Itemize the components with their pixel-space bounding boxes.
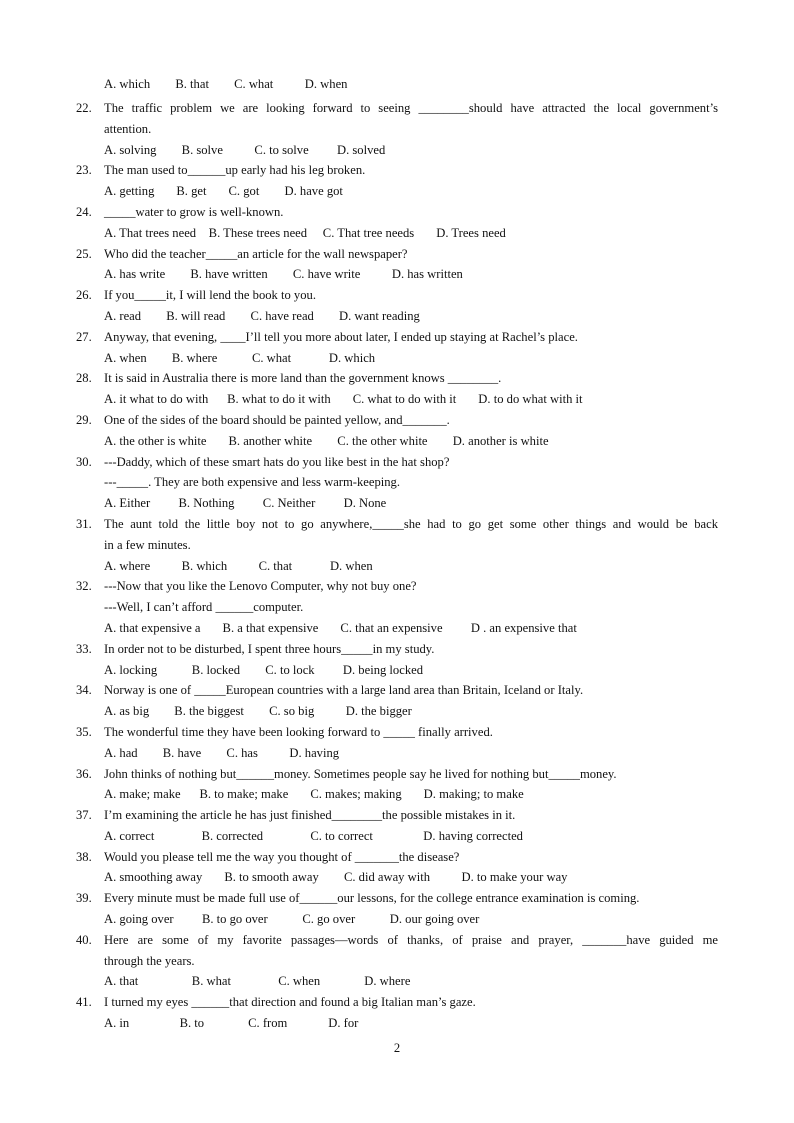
question-stem-line	[0, 722, 794, 743]
question-36	[0, 764, 794, 806]
question-number: 35.	[76, 724, 92, 739]
answer-options	[0, 181, 794, 202]
question-number: 23.	[76, 163, 92, 178]
question-stem-line	[0, 285, 794, 306]
question-stem-line	[0, 930, 794, 951]
question-text: _____water to grow is well-known.	[104, 204, 284, 219]
question-text: I’m examining the article he has just finished________the possible mistakes in it.	[104, 808, 516, 823]
question-40	[0, 930, 794, 992]
question-text: One of the sides of the board should be painted yellow, and_______.	[104, 412, 450, 427]
q21-options: A. which B. that C. what D. when	[104, 77, 348, 91]
question-number: 26.	[76, 288, 92, 303]
question-text: ---_____. They are both expensive and less warm-keeping.	[104, 475, 400, 490]
question-stem-line	[0, 244, 794, 265]
question-text: ---Daddy, which of these smart hats do you like best in the hat shop?	[104, 454, 450, 469]
options-text: A. solving B. solve C. to solve D. solved	[104, 142, 386, 157]
answer-options	[0, 389, 794, 410]
question-number: 38.	[76, 849, 92, 864]
question-number: 28.	[76, 371, 92, 386]
question-number: 41.	[76, 995, 92, 1010]
options-text: A. correct B. corrected C. to correct D. having corrected	[104, 828, 523, 843]
question-29	[0, 410, 794, 452]
question-stem-line	[0, 992, 794, 1013]
question-number: 24.	[76, 204, 92, 219]
question-number: 27.	[76, 329, 92, 344]
question-text: ---Now that you like the Lenovo Computer, why not buy one?	[104, 579, 417, 594]
question-text: The wonderful time they have been looking forward to _____ finally arrived.	[104, 724, 493, 739]
question-number: 30.	[76, 454, 92, 469]
answer-options	[0, 1013, 794, 1034]
question-stem-line	[0, 951, 794, 972]
answer-options	[0, 867, 794, 888]
answer-options	[0, 701, 794, 722]
answer-options	[0, 306, 794, 327]
question-number: 39.	[76, 891, 92, 906]
question-number: 36.	[76, 766, 92, 781]
question-text: The man used to______up early had his leg broken.	[104, 163, 366, 178]
answer-options	[0, 784, 794, 805]
question-text: Would you please tell me the way you thought of _______the disease?	[104, 849, 460, 864]
question-number: 37.	[76, 808, 92, 823]
question-stem-line	[0, 639, 794, 660]
options-text: A. smoothing away B. to smooth away C. did away with D. to make your way	[104, 870, 568, 885]
question-stem-line	[0, 472, 794, 493]
page-number: 2	[393, 1041, 401, 1055]
question-number: 32.	[76, 579, 92, 594]
question-stem-line	[0, 680, 794, 701]
options-text: A. that B. what C. when D. where	[104, 974, 411, 989]
question-stem-line	[0, 327, 794, 348]
question-text: through the years.	[104, 953, 195, 968]
question-25	[0, 244, 794, 286]
question-41	[0, 992, 794, 1034]
question-text: The aunt told the little boy not to go anywhere,_____she had to go get some other things and would be back	[104, 516, 718, 531]
question-stem-line	[0, 368, 794, 389]
answer-options	[0, 556, 794, 577]
question-number: 33.	[76, 641, 92, 656]
question-31	[0, 514, 794, 576]
question-37	[0, 805, 794, 847]
question-stem-line	[0, 98, 794, 119]
question-39	[0, 888, 794, 930]
question-stem-line	[0, 847, 794, 868]
question-text: Who did the teacher_____an article for the wall newspaper?	[104, 246, 408, 261]
answer-options	[0, 348, 794, 369]
options-text: A. make; make B. to make; make C. makes; making D. making; to make	[104, 787, 524, 802]
answer-options	[0, 971, 794, 992]
question-text: In order not to be disturbed, I spent three hours_____in my study.	[104, 641, 435, 656]
question-35	[0, 722, 794, 764]
question-34	[0, 680, 794, 722]
question-text: I turned my eyes ______that direction and found a big Italian man’s gaze.	[104, 995, 476, 1010]
question-number: 22.	[76, 101, 92, 115]
question-stem-line	[0, 202, 794, 223]
question-text: in a few minutes.	[104, 537, 191, 552]
question-number: 29.	[76, 412, 92, 427]
answer-options	[0, 140, 794, 161]
question-text: attention.	[104, 121, 152, 136]
answer-options	[0, 826, 794, 847]
question-26	[0, 285, 794, 327]
question-stem-line	[0, 764, 794, 785]
question-number: 40.	[76, 932, 92, 947]
options-text: A. going over B. to go over C. go over D. our going over	[104, 912, 480, 927]
answer-options	[0, 493, 794, 514]
question-text: John thinks of nothing but______money. Sometimes people say he lived for nothing but_____money.	[104, 766, 617, 781]
options-text: A. read B. will read C. have read D. want reading	[104, 308, 420, 323]
question-27	[0, 327, 794, 369]
options-text: A. locking B. locked C. to lock D. being locked	[104, 662, 424, 677]
question-text: If you_____it, I will lend the book to you.	[104, 288, 316, 303]
question-32	[0, 576, 794, 638]
question-text: Here are some of my favorite passages—words of thanks, of praise and prayer, _______have guided me	[104, 932, 718, 947]
question-33	[0, 639, 794, 681]
options-text: A. had B. have C. has D. having	[104, 745, 340, 760]
options-text: A. getting B. get C. got D. have got	[104, 184, 343, 199]
question-30	[0, 452, 794, 514]
options-text: A. that expensive a B. a that expensive C. that an expensive D . an expensive that	[104, 620, 577, 635]
question-stem-line	[0, 597, 794, 618]
options-text: A. has write B. have written C. have write D. has written	[104, 267, 463, 282]
answer-options	[0, 431, 794, 452]
question-stem-line	[0, 160, 794, 181]
options-text: A. it what to do with B. what to do it with C. what to do with it D. to do what with it	[104, 392, 583, 407]
answer-options	[0, 660, 794, 681]
question-list	[0, 98, 794, 1034]
answer-options	[0, 223, 794, 244]
answer-options	[0, 743, 794, 764]
answer-options	[0, 909, 794, 930]
question-number: 34.	[76, 683, 92, 698]
options-text: A. where B. which C. that D. when	[104, 558, 373, 573]
question-22	[0, 98, 794, 160]
options-text: A. when B. where C. what D. which	[104, 350, 376, 365]
question-stem-line	[0, 514, 794, 535]
question-stem-line	[0, 119, 794, 140]
question-stem-line	[0, 452, 794, 473]
question-stem-line	[0, 576, 794, 597]
question-stem-line	[0, 410, 794, 431]
question-stem-line	[0, 535, 794, 556]
question-stem-line	[0, 888, 794, 909]
question-stem-line	[0, 805, 794, 826]
question-number: 25.	[76, 246, 92, 261]
question-text: Anyway, that evening, ____I’ll tell you more about later, I ended up staying at Rachel’s place.	[104, 329, 578, 344]
question-38	[0, 847, 794, 889]
question-text: Norway is one of _____European countries with a large land area than Britain, Iceland or Italy.	[104, 683, 584, 698]
question-text: It is said in Australia there is more land than the government knows ________.	[104, 371, 502, 386]
question-28	[0, 368, 794, 410]
options-text: A. as big B. the biggest C. so big D. the bigger	[104, 704, 412, 719]
answer-options	[0, 618, 794, 639]
question-23	[0, 160, 794, 202]
options-text: A. That trees need B. These trees need C. That tree needs D. Trees need	[104, 225, 506, 240]
question-number: 31.	[76, 516, 92, 531]
question-text: The traffic problem we are looking forward to seeing ________should have attracted the local government’s	[104, 101, 718, 115]
answer-options	[0, 264, 794, 285]
question-text: ---Well, I can’t afford ______computer.	[104, 600, 304, 615]
options-text: A. in B. to C. from D. for	[104, 1016, 359, 1031]
question-text: Every minute must be made full use of______our lessons, for the college entrance examination is coming.	[104, 891, 640, 906]
options-text: A. the other is white B. another white C. the other white D. another is white	[104, 433, 549, 448]
options-text: A. Either B. Nothing C. Neither D. None	[104, 496, 387, 511]
question-24	[0, 202, 794, 244]
